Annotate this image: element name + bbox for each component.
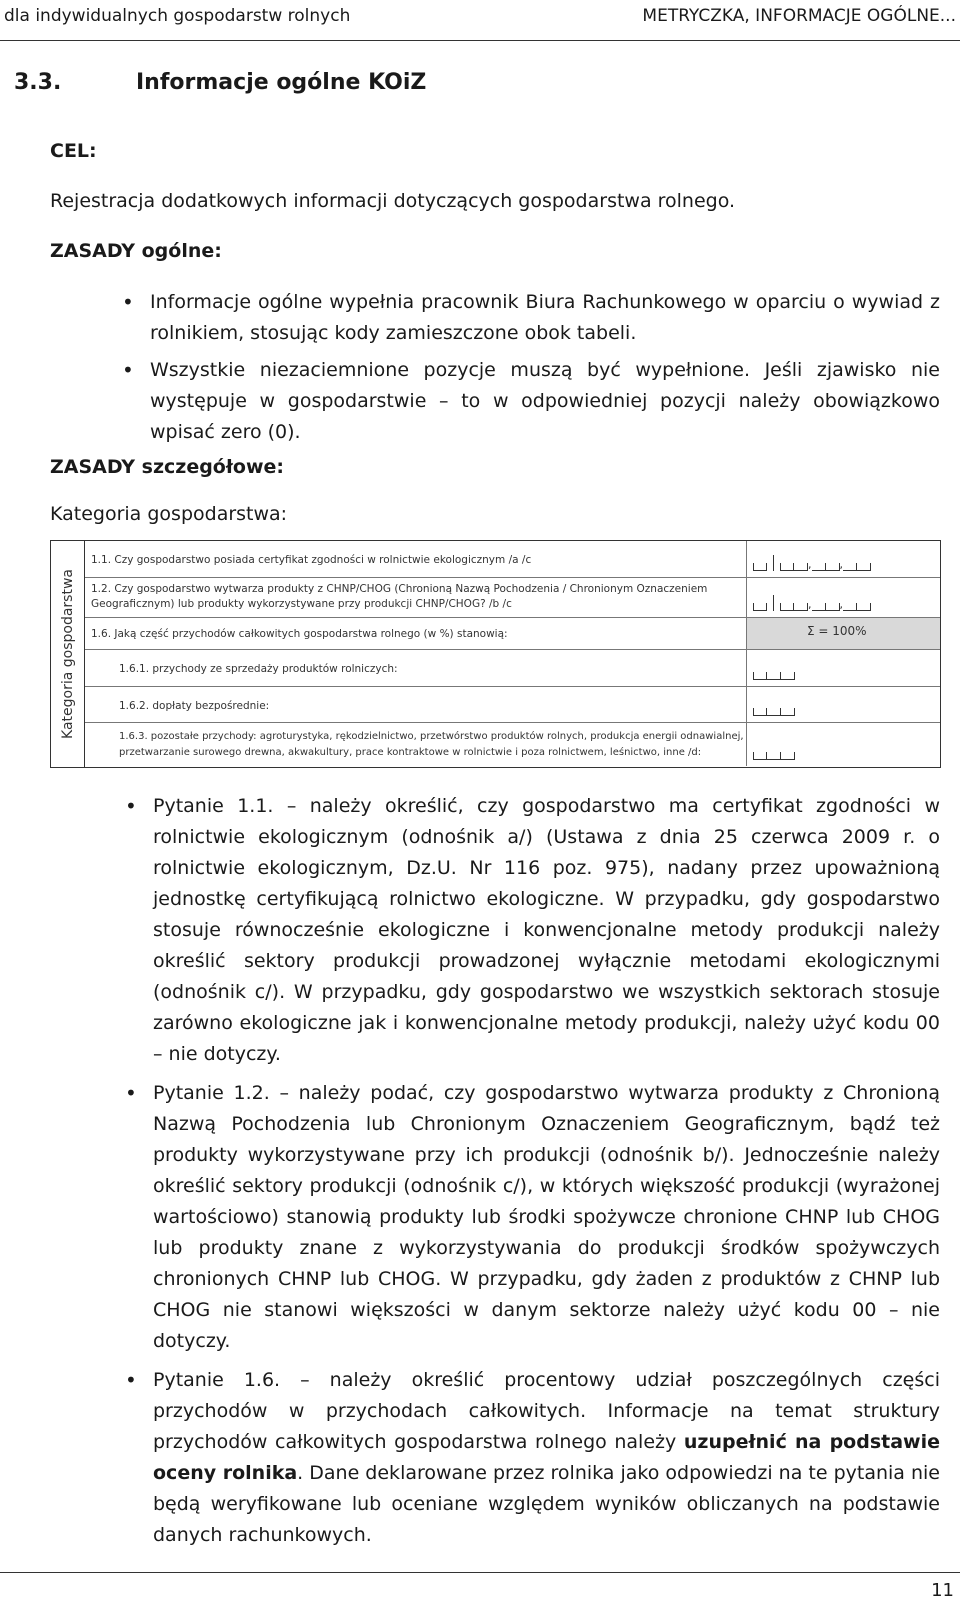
question-text: 1.6. Jaką część przychodów całkowitych gospodarstwa rolnego (w %) stanowią: (91, 628, 508, 640)
explanation-text: . Dane deklarowane przez rolnika jako odpowiedzi na te pytania nie będą weryfikowane lub oceniane względem wyników obliczanych na podstawie danych rachunkowych. (153, 1462, 940, 1546)
sum-label: Σ = 100% (807, 624, 867, 638)
answer-cell[interactable] (746, 541, 940, 577)
section-title-text: Informacje ogólne KOiZ (136, 70, 427, 95)
table-row (85, 687, 940, 723)
emphasis-text: uzupełnić na podstawie oceny rolnika (153, 1431, 940, 1484)
cel-label: CEL: (50, 140, 97, 162)
code-boxes: , , (753, 555, 871, 571)
table-side-label-text: Kategoria gospodarstwa (59, 569, 76, 739)
zasady-ogolne-label: ZASADY ogólne: (50, 240, 222, 262)
table-row (85, 541, 940, 578)
question-text: 1.6.3. pozostałe przychody: agroturystyka, rękodzielnictwo, przetwórstwo produktów rolnych, produkcja energii odnawialnej, przetwarzanie surowego drewna, akwakultury, prace kontraktowe w rolnictwie i poza rolnictwem, leśnictwo, inne /d: (119, 731, 744, 758)
table-side-label (51, 541, 85, 767)
header-left-text: dla indywidualnych gospodarstw rolnych (4, 6, 351, 26)
table-row (85, 618, 940, 650)
explanation-text: Pytanie 1.6. – należy określić procentowy udział poszczególnych części przychodów w przychodach całkowitych. Informacje na temat struktury przychodów całkowitych gospodarstwa rolnego należy (153, 1369, 940, 1453)
answer-cell[interactable] (746, 687, 940, 722)
header-right-text: METRYCZKA, INFORMACJE OGÓLNE... (642, 6, 956, 26)
code-boxes (753, 747, 795, 760)
code-boxes (753, 703, 795, 716)
kategoria-table (50, 540, 941, 768)
list-item (153, 1365, 940, 1551)
list-item: • Pytanie 1.2. – należy podać, czy gospodarstwo wytwarza produkty z Chronioną Nazwą Pochodzenia lub Chronionym Oznaczeniem Geograficznym, bądź też produkty wykorzystywane przy ich produkcji (odnośnik b/). Jednocześnie należy określić sektory produkcji (odnośnik c/), w których większość produkcji (wyrażonej wartościowo) stanowią produkty lub środki spożywcze chronione CHNP lub CHOG lub produkty znane z wykorzystywania do produkcji środków spożywczych chronionych CHNP lub CHOG. W przypadku, gdy żaden z produktów z CHNP lub CHOG nie stanowi większości w danym sektorze należy użyć kodu 00 – nie dotyczy. (153, 1078, 940, 1357)
list-item: • Pytanie 1.1. – należy określić, czy gospodarstwo ma certyfikat zgodności w rolnictwie ekologicznym (odnośnik a/) (Ustawa z dnia 25 czerwca 2009 r. o rolnictwie ekologicznym, Dz.U. Nr 116 poz. 975), nadany przez upoważnioną jednostkę certyfikującą rolnictwo ekologiczne. W przypadku, gdy gospodarstwo stosuje równocześnie ekologiczne i konwencjonalne metody produkcji należy określić sektory produkcji prowadzonej wyłącznie metodami ekologicznymi (odnośnik c/). W przypadku, gdy gospodarstwo we wszystkich sektorach stosuje zarówno ekologiczne jak i konwencjonalne metody produkcji, należy użyć kodu 00 – nie dotyczy. (153, 791, 940, 1070)
table-row (85, 578, 940, 618)
list-item: • Wszystkie niezaciemnione pozycje muszą być wypełnione. Jeśli zjawisko nie występuje w gospodarstwie – to w odpowiedniej pozycji należy obowiązkowo wpisać zero (0). (150, 355, 940, 448)
footer-rule (0, 1572, 960, 1573)
explanation-list (153, 791, 940, 1551)
answer-cell[interactable] (746, 650, 940, 686)
question-text: 1.6.2. dopłaty bezpośrednie: (119, 700, 270, 712)
section-number: 3.3. (14, 70, 62, 95)
table-row (85, 723, 940, 766)
question-text: 1.2. Czy gospodarstwo wytwarza produkty z CHNP/CHOG (Chronioną Nazwą Pochodzenia / Chronionym Oznaczeniem Geograficznym) lub produkty wykorzystywane przy produkcji CHNP/CHOG? /b /c (91, 583, 708, 610)
code-boxes: , , (753, 595, 871, 611)
question-text: 1.1. Czy gospodarstwo posiada certyfikat zgodności w rolnictwie ekologicznym /a /c (91, 554, 532, 566)
code-boxes (753, 667, 795, 680)
page-number: 11 (931, 1580, 954, 1601)
zasady-ogolne-list (150, 287, 940, 448)
list-item: • Informacje ogólne wypełnia pracownik Biura Rachunkowego w oparciu o wywiad z rolnikiem, stosując kody zamieszczone obok tabeli. (150, 287, 940, 349)
section-title (14, 70, 426, 95)
question-text: 1.6.1. przychody ze sprzedaży produktów rolniczych: (119, 663, 398, 675)
cel-text: Rejestracja dodatkowych informacji dotyczących gospodarstwa rolnego. (50, 190, 736, 212)
page-header (0, 0, 960, 41)
kategoria-label: Kategoria gospodarstwa: (50, 503, 288, 525)
table-row (85, 650, 940, 687)
answer-cell[interactable] (746, 723, 940, 766)
sum-cell (746, 618, 940, 649)
answer-cell[interactable] (746, 578, 940, 617)
zasady-szczegolowe-label: ZASADY szczegółowe: (50, 456, 285, 478)
